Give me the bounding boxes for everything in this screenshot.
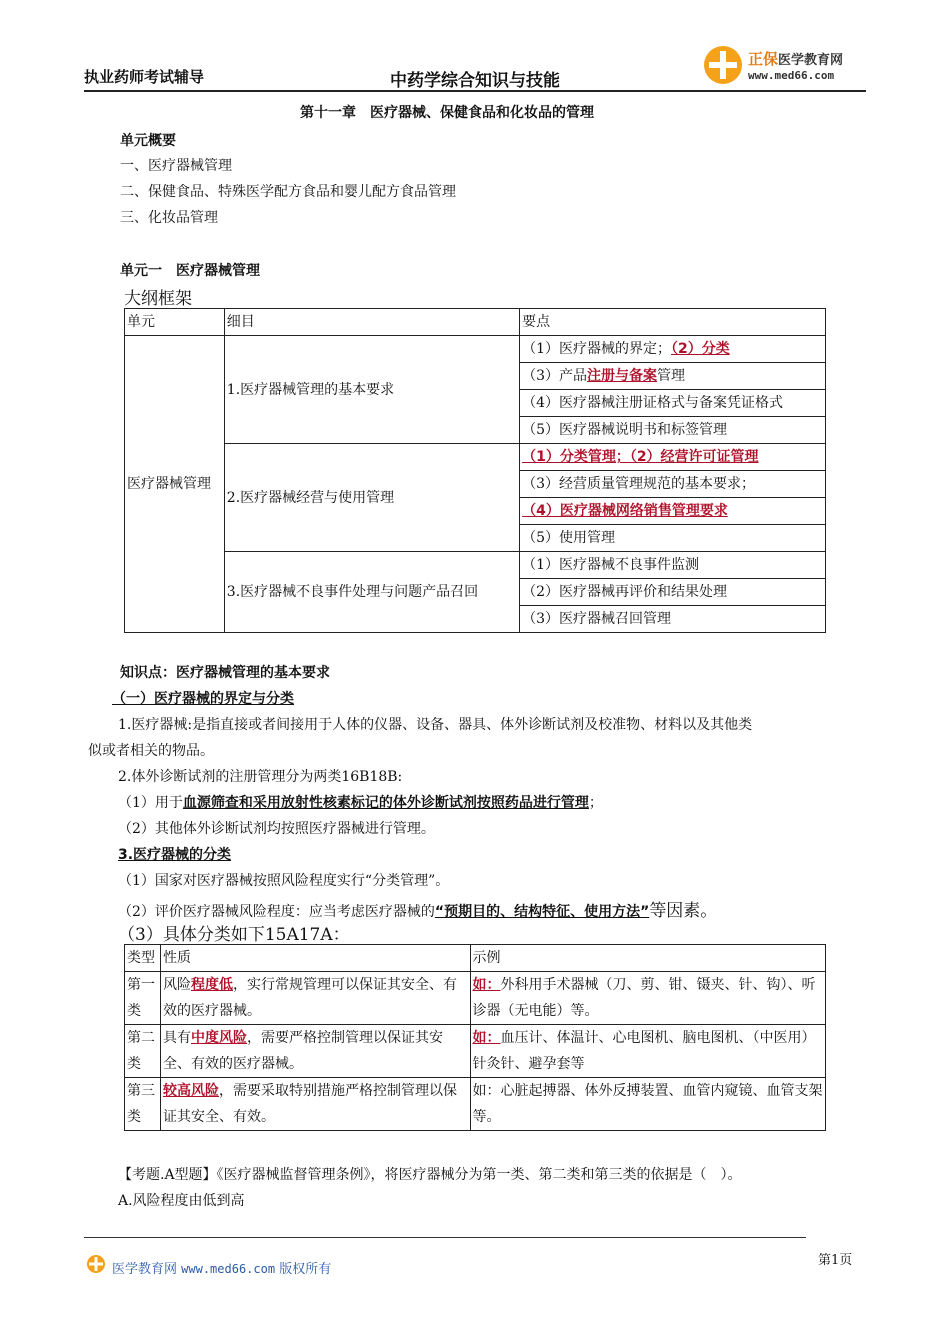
th-type: 类型	[125, 945, 161, 972]
point-cell: （5）使用管理	[520, 525, 826, 552]
kp-para-3-3: （3）具体分类如下15A17A：	[118, 925, 350, 945]
type-cell	[125, 1078, 161, 1131]
type-cell	[125, 972, 161, 1025]
table-header-row	[125, 309, 826, 336]
th-points: 要点	[520, 309, 826, 336]
kp-para-2-2: （2）其他体外诊断试剂均按照医疗器械进行管理。	[118, 821, 435, 837]
th-example: 示例	[470, 945, 826, 972]
text: （2）评价医疗器械风险程度：应当考虑医疗器械的	[118, 904, 435, 920]
table-row	[125, 1078, 826, 1131]
footer-url[interactable]: www.med66.com	[181, 1262, 276, 1276]
point-cell: （2）医疗器械再评价和结果处理	[520, 579, 826, 606]
text: ；	[588, 795, 603, 811]
header-rule	[84, 90, 866, 92]
sub-cell: 2.医疗器械经营与使用管理	[224, 444, 519, 552]
question-option-a: A.风险程度由低到高	[118, 1193, 245, 1209]
table-row	[125, 972, 826, 1025]
type-text: 第一	[127, 977, 155, 993]
outline-label: 大纲框架	[124, 289, 192, 309]
overview-title: 单元概要	[120, 133, 176, 149]
logo-brand: 正保	[748, 50, 779, 68]
logo-url: www.med66.com	[748, 69, 835, 82]
point-cell: （3）医疗器械召回管理	[520, 606, 826, 633]
page-number: 第1页	[818, 1253, 853, 1268]
type-cell	[125, 1025, 161, 1078]
text: 具有	[162, 1030, 191, 1046]
text: ，需要严格控制管理以保证其安全、有效的医疗器械。	[162, 1030, 443, 1072]
text: （1）用于	[118, 795, 183, 811]
kp-para-2: 2.体外诊断试剂的注册管理分为两类16B18B:	[118, 769, 403, 785]
kp-para-1a: 1.医疗器械:是指直接或者间接用于人体的仪器、设备、器具、体外诊断试剂及校准物、材料以及其他类	[118, 717, 753, 733]
point-highlight: （4）医疗器械网络销售管理要求	[522, 503, 728, 519]
footer-logo-icon	[86, 1254, 106, 1274]
footer-rights: 版权所有	[279, 1262, 332, 1277]
table-header-row	[125, 945, 826, 972]
kp-para-3: 3.医疗器械的分类	[118, 847, 232, 863]
text: ，实行常规管理可以保证其安全、有效的医疗器械。	[162, 977, 457, 1019]
kp-title: 知识点：医疗器械管理的基本要求	[120, 665, 330, 681]
th-sub: 细目	[224, 309, 519, 336]
kp-section-1: （一）医疗器械的界定与分类	[112, 691, 294, 707]
nature-cell	[160, 1078, 470, 1131]
type-text: 类	[127, 1003, 141, 1019]
point-highlight: 注册与备案	[587, 368, 657, 384]
text: 外科用手术器械（刀、剪、钳、镊夹、针、钩）、听诊器（无电能）等。	[472, 977, 816, 1019]
nature-key: 程度低	[190, 977, 233, 993]
unit-cell-text: 医疗器械管理	[127, 476, 211, 492]
header-course-title: 中药学综合知识与技能	[390, 71, 560, 91]
point-highlight: （1）分类管理；（2）经营许可证管理	[522, 449, 759, 465]
kp-para-3-2	[118, 896, 717, 921]
kp-para-3-1: （1）国家对医疗器械按照风险程度实行“分类管理”。	[118, 873, 450, 889]
nature-key: 较高风险	[162, 1083, 219, 1099]
example-key: 如：	[472, 977, 501, 993]
footer-rule	[84, 1237, 806, 1238]
overview-item: 三、化妆品管理	[120, 210, 218, 226]
table-row	[125, 336, 826, 363]
point-cell	[520, 444, 826, 471]
point-cell: （1）医疗器械不良事件监测	[520, 552, 826, 579]
point-text: 管理	[657, 368, 685, 384]
text: 等因素。	[649, 901, 718, 921]
outline-table	[124, 308, 826, 633]
text: 血压计、体温计、心电图机、脑电图机、（中医用）针灸针、避孕套等	[472, 1030, 816, 1072]
point-cell: （4）医疗器械注册证格式与备案凭证格式	[520, 390, 826, 417]
overview-item: 二、保健食品、特殊医学配方食品和婴儿配方食品管理	[120, 184, 456, 200]
logo-icon	[702, 44, 744, 86]
point-cell	[520, 498, 826, 525]
overview-item: 一、医疗器械管理	[120, 158, 232, 174]
footer-brand: 医学教育网	[112, 1262, 178, 1277]
question-stem: 【考题.A型题】《医疗器械监督管理条例》，将医疗器械分为第一类、第二类和第三类的依据是（ ）。	[118, 1167, 742, 1183]
table-row	[125, 1025, 826, 1078]
example-key: 如：	[472, 1030, 501, 1046]
emphasis: 血源筛查和采用放射性核素标记的体外诊断试剂按照药品进行管理	[182, 795, 589, 811]
sub-cell: 1.医疗器械管理的基本要求	[224, 336, 519, 444]
example-cell: 如：心脏起搏器、体外反搏装置、血管内窥镜、血管支架等。	[470, 1078, 826, 1131]
point-cell: （5）医疗器械说明书和标签管理	[520, 417, 826, 444]
type-text: 类	[127, 1056, 141, 1072]
nature-cell	[160, 972, 470, 1025]
example-cell	[470, 972, 826, 1025]
unit1-title: 单元一 医疗器械管理	[120, 263, 260, 279]
nature-cell	[160, 1025, 470, 1078]
kp-para-1b: 似或者相关的物品。	[88, 743, 214, 759]
nature-key: 中度风险	[190, 1030, 247, 1046]
point-cell	[520, 363, 826, 390]
header-left-title: 执业药师考试辅导	[84, 68, 205, 86]
point-text: （3）产品	[522, 368, 587, 384]
logo	[702, 42, 872, 88]
type-text: 类	[127, 1109, 141, 1125]
kp-para-2-1	[118, 792, 603, 812]
emphasis: “预期目的、结构特征、使用方法”	[434, 904, 650, 920]
example-cell	[470, 1025, 826, 1078]
unit-cell	[125, 336, 225, 633]
footer-copyright	[112, 1258, 331, 1277]
type-text: 第二	[127, 1030, 155, 1046]
table-row	[125, 444, 826, 471]
text: 风险	[162, 977, 191, 993]
type-text: 第三	[127, 1083, 155, 1099]
table-row	[125, 552, 826, 579]
point-highlight: （2）分类	[671, 341, 730, 357]
text: ，需要采取特别措施严格控制管理以保证其安全、有效。	[162, 1083, 457, 1125]
point-text: （1）医疗器械的界定；	[522, 341, 671, 357]
th-unit: 单元	[125, 309, 225, 336]
sub-cell: 3.医疗器械不良事件处理与问题产品召回	[224, 552, 519, 633]
point-cell: （3）经营质量管理规范的基本要求；	[520, 471, 826, 498]
chapter-title: 第十一章 医疗器械、保健食品和化妆品的管理	[300, 105, 594, 121]
point-cell	[520, 336, 826, 363]
class-table	[124, 944, 826, 1131]
logo-sub: 医学教育网	[778, 53, 844, 68]
th-nature: 性质	[160, 945, 470, 972]
